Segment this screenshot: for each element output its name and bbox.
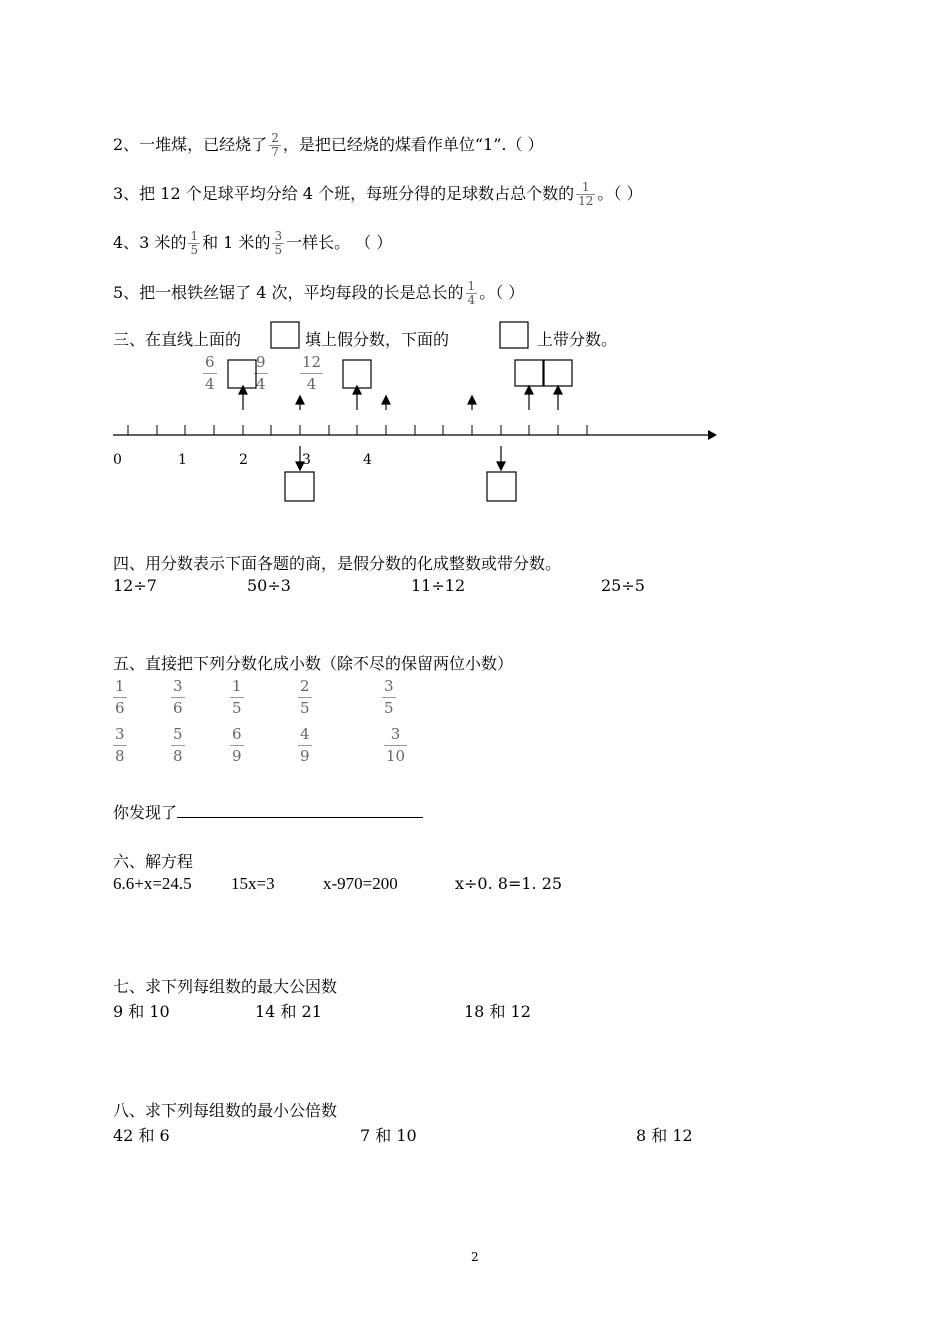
number-line-fraction-6-4: 6 4 bbox=[205, 353, 215, 393]
number-line-label-1: 1 bbox=[178, 452, 187, 468]
section-4-item: 50÷3 bbox=[247, 576, 291, 595]
equation: 6.6+x=24.5 bbox=[113, 874, 192, 893]
section-7-item: 9 和 10 bbox=[113, 1002, 170, 1021]
section-8-item: 7 和 10 bbox=[360, 1126, 417, 1145]
fraction: $\frac{1}{4}$ bbox=[467, 279, 476, 307]
fraction: $\frac{1}{12}$ bbox=[578, 180, 594, 208]
fraction-item: 3 6 bbox=[173, 677, 183, 717]
fraction-item: 4 9 bbox=[300, 725, 310, 765]
fraction-item: 3 10 bbox=[386, 725, 406, 765]
fraction-item: 6 9 bbox=[232, 725, 242, 765]
number-line-diagram bbox=[0, 0, 950, 520]
equation: x-970=200 bbox=[323, 874, 398, 893]
fraction: $\frac{2}{7}$ bbox=[271, 131, 279, 159]
number-line-fraction-9-4: 9 4 bbox=[256, 353, 266, 393]
question-5-text: 5、把一根铁丝锯了 4 次，平均每段的长是总长的 bbox=[113, 283, 464, 302]
number-line-label-2: 2 bbox=[239, 452, 248, 468]
number-line-label-0: 0 bbox=[113, 452, 122, 468]
found-prompt: 你发现了 bbox=[113, 800, 423, 823]
section-7-title: 七、求下列每组数的最大公因数 bbox=[113, 977, 338, 996]
question-3-text-end: 。（ ） bbox=[597, 184, 643, 203]
section-4-title: 四、用分数表示下面各题的商，是假分数的化成整数或带分数。 bbox=[113, 554, 562, 573]
equation: x÷0. 8=1. 25 bbox=[455, 874, 563, 893]
section-3-title-part3: 上带分数。 bbox=[537, 330, 618, 349]
question-4-text-end: 一样长。 （ ） bbox=[286, 233, 393, 252]
section-3-title-part2: 填上假分数，下面的 bbox=[305, 330, 450, 349]
fraction-item: 1 6 bbox=[115, 677, 125, 717]
number-line-label-4: 4 bbox=[363, 452, 372, 468]
answer-box-above[interactable] bbox=[515, 360, 543, 386]
answer-box[interactable] bbox=[271, 322, 299, 348]
section-8-item: 8 和 12 bbox=[636, 1126, 693, 1145]
answer-box[interactable] bbox=[500, 322, 528, 348]
answer-box-above[interactable] bbox=[343, 360, 371, 388]
section-3-title-part1: 三、在直线上面的 bbox=[113, 330, 242, 349]
section-7-item: 18 和 12 bbox=[464, 1002, 531, 1021]
question-4-text-mid: 和 1 米的 bbox=[202, 233, 271, 252]
answer-box-above[interactable] bbox=[228, 360, 256, 388]
answer-box-above[interactable] bbox=[544, 360, 572, 386]
question-2-text: 2、一堆煤，已经烧了 bbox=[113, 135, 268, 154]
number-line-fraction-12-4: 12 4 bbox=[302, 353, 322, 393]
question-4-text: 4、3 米的 bbox=[113, 233, 187, 252]
arrow-head bbox=[708, 430, 717, 440]
section-4-item: 25÷5 bbox=[601, 576, 645, 595]
fraction-item: 2 5 bbox=[300, 677, 310, 717]
section-8-item: 42 和 6 bbox=[113, 1126, 170, 1145]
fraction: $\frac{1}{5}$ bbox=[190, 229, 199, 257]
section-5-title: 五、直接把下列分数化成小数（除不尽的保留两位小数） bbox=[113, 654, 514, 673]
section-7-item: 14 和 21 bbox=[255, 1002, 322, 1021]
number-line-label-3: 3 bbox=[302, 452, 311, 468]
answer-blank[interactable] bbox=[177, 803, 423, 818]
tick-marks bbox=[128, 425, 587, 435]
up-arrows bbox=[239, 386, 562, 410]
fraction-item: 3 8 bbox=[115, 725, 125, 765]
fraction-item: 3 5 bbox=[384, 677, 394, 717]
question-3-text: 3、把 12 个足球平均分给 4 个班，每班分得的足球数占总个数的 bbox=[113, 184, 575, 203]
fraction-item: 5 8 bbox=[173, 725, 183, 765]
equation: 15x=3 bbox=[231, 874, 275, 893]
section-8-title: 八、求下列每组数的最小公倍数 bbox=[113, 1101, 338, 1120]
page-number: 2 bbox=[471, 1250, 479, 1264]
fraction: $\frac{3}{5}$ bbox=[274, 229, 283, 257]
fraction-item: 1 5 bbox=[232, 677, 242, 717]
section-4-item: 12÷7 bbox=[113, 576, 157, 595]
question-2-text-end: ，是把已经烧的煤看作单位“1”.（ ） bbox=[282, 135, 544, 154]
answer-box-below[interactable] bbox=[285, 472, 314, 501]
section-6-title: 六、解方程 bbox=[113, 852, 194, 871]
section-4-item: 11÷12 bbox=[411, 576, 466, 595]
question-5-text-end: 。（ ） bbox=[479, 283, 525, 302]
answer-box-below[interactable] bbox=[487, 472, 516, 501]
down-arrows bbox=[296, 446, 505, 470]
